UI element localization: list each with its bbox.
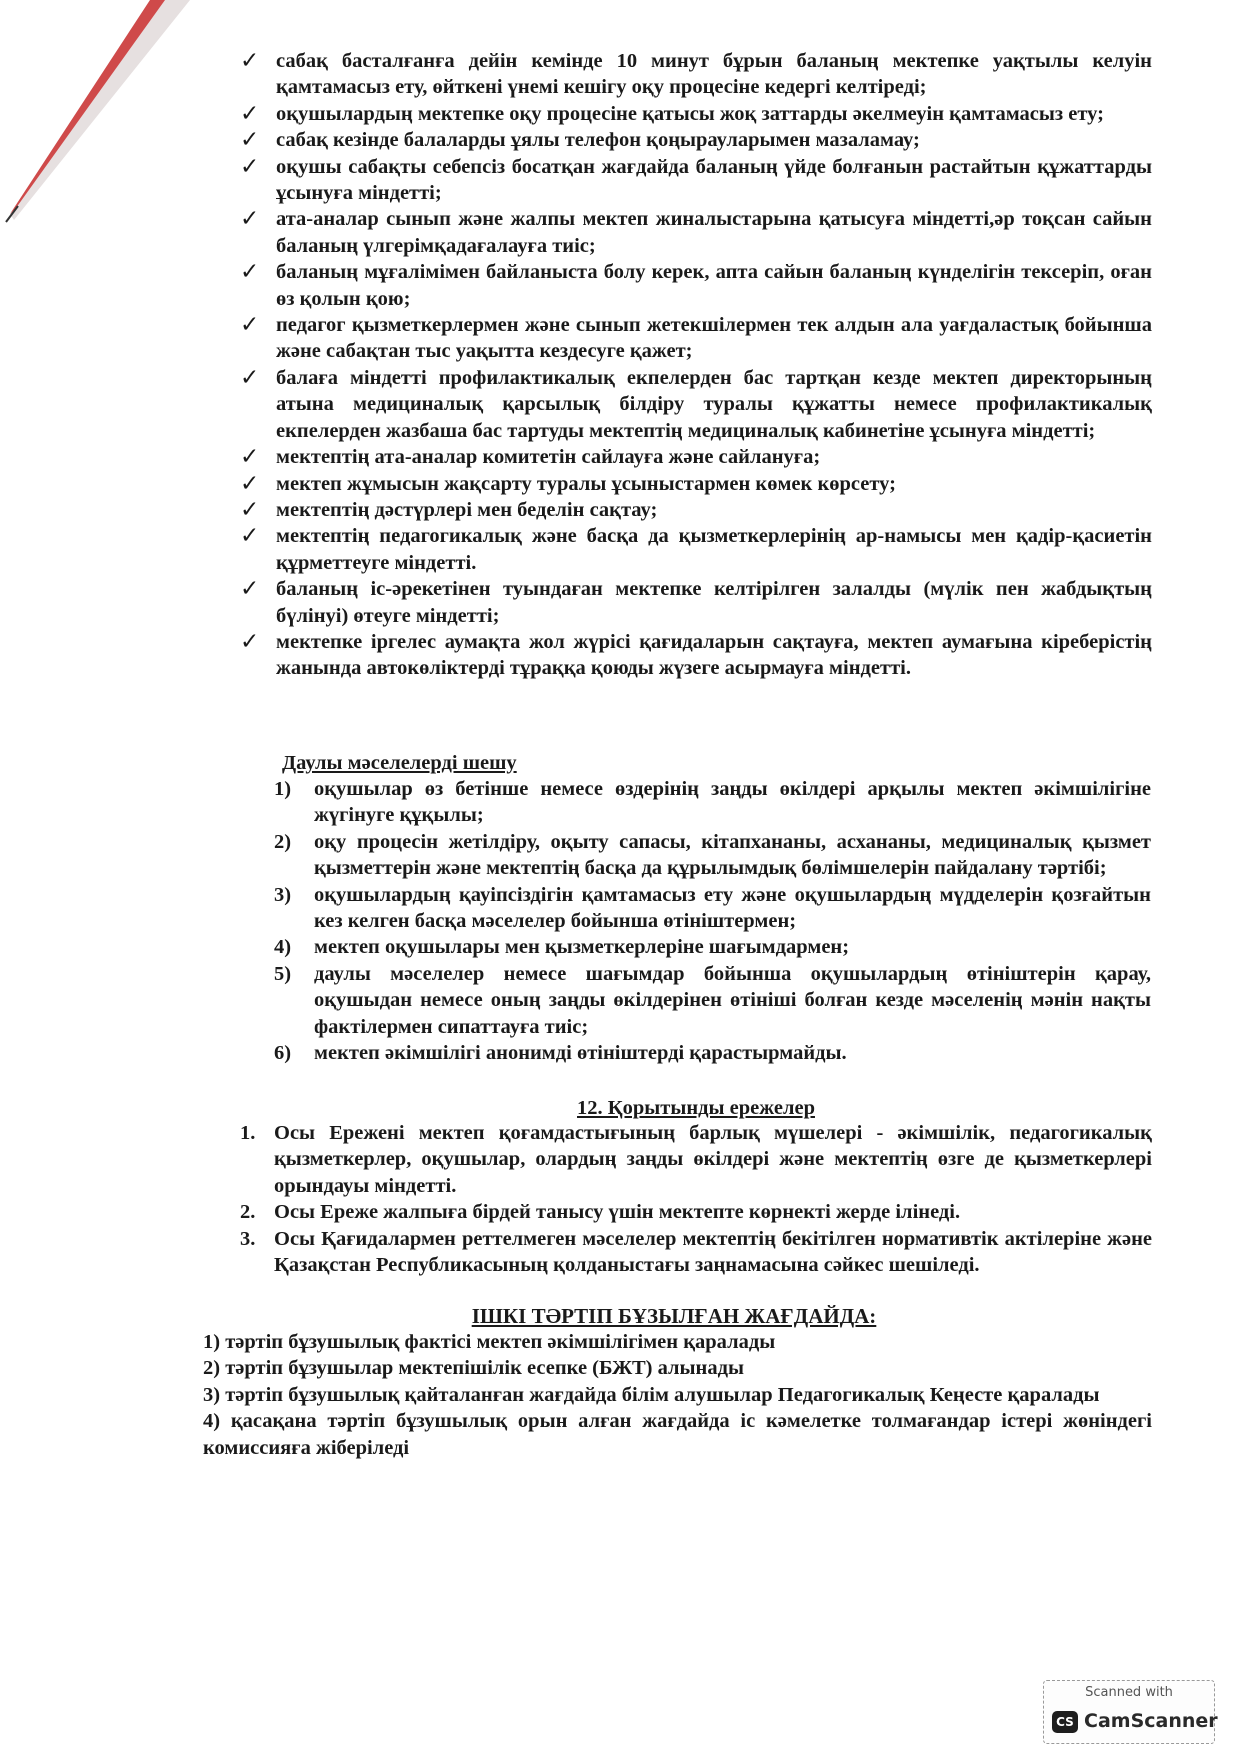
- checklist-item: [240, 127, 1152, 153]
- disputes-item-text: мектеп оқушылары мен қызметкерлеріне шағымдармен;: [314, 936, 850, 959]
- checklist-item-text: балаға міндетті профилактикалық екпелерден бас тартқан кезде мектеп директорының атына медициналық қарсылық білдіру туралы құжатты немесе профилактикалық екпелерден жазбаша бас тартуды мектептің медициналық кабинетіне ұсынуға міндетті;: [276, 366, 1152, 442]
- checkmark-icon: ✓: [240, 206, 260, 233]
- checkmark-icon: ✓: [240, 364, 260, 391]
- checklist-item: [240, 365, 1152, 444]
- checkmark-icon: ✓: [240, 576, 260, 603]
- item-number: 6): [274, 1042, 292, 1065]
- disputes-item-text: оқушылардың қауіпсіздігін қамтамасыз ету және оқушылардың мүдделерін қозғайтын кез келген басқа мәселелер бойынша өтініштермен;: [314, 883, 1151, 933]
- violations-heading: ІШКІ ТӘРТІП БҰЗЫЛҒАН ЖАҒДАЙДА:: [471, 1304, 877, 1328]
- item-number: 3): [274, 883, 292, 906]
- checklist-item: [240, 471, 1152, 497]
- final-rule-text: Осы Ереже жалпыға бірдей танысу үшін мектепте көрнекті жерде ілінеді.: [274, 1201, 961, 1224]
- disputes-item-text: оқушылар өз бетінше немесе өздерінің заңды өкілдері арқылы мектеп әкімшілігіне жүгінуге құқылы;: [314, 778, 1151, 827]
- checkmark-icon: ✓: [240, 496, 260, 523]
- camscanner-badge: [1043, 1680, 1218, 1744]
- checklist-item: [240, 154, 1152, 207]
- item-number: 3.: [240, 1227, 256, 1250]
- checkmark-icon: ✓: [240, 100, 260, 127]
- violation-item: 1) тәртіп бұзушылық фактісі мектеп әкімшілігімен қаралады: [203, 1331, 776, 1353]
- checkmark-icon: ✓: [240, 523, 260, 550]
- checklist-item: [240, 48, 1152, 101]
- final-rules-list: [240, 1120, 1152, 1278]
- parent-obligations-list: [240, 48, 1152, 682]
- disputes-item: [274, 829, 1151, 882]
- violation-item: 4) қасақана тәртіп бұзушылық орын алған жағдайда іс кәмелетке толмағандар істері жөніндегі комиссияға жіберіледі: [203, 1410, 1152, 1459]
- checklist-item-text: баланың мұғалімімен байланыста болу керек, апта сайын баланың күнделігін тексеріп, оған өз қолын қою;: [276, 261, 1152, 310]
- final-rule-text: Осы Қағидалармен реттелмеген мәселелер мектептің бекітілген нормативтік актілеріне және Қазақстан Республикасының қолданыстағы заңнамасына сәйкес шешіледі.: [274, 1227, 1152, 1277]
- item-number: 1.: [240, 1122, 256, 1144]
- checklist-item-text: мектепке іргелес аумақта жол жүрісі қағидаларын сақтауға, мектеп аумағына кіреберістің жанында автокөліктерді тұраққа қоюды жүзеге асырмауға міндетті.: [276, 630, 1152, 680]
- checklist-item: [240, 576, 1152, 629]
- checklist-item: [240, 444, 1152, 470]
- camscanner-brand: CamScanner: [1084, 1710, 1218, 1732]
- checklist-item-text: мектептің дәстүрлері мен беделін сақтау;: [276, 498, 658, 521]
- scanned-with-label: Scanned with: [1085, 1685, 1173, 1700]
- item-number: 2): [274, 830, 292, 853]
- final-rule-item: [240, 1199, 1152, 1225]
- checklist-item-text: ата-аналар сынып және жалпы мектеп жиналыстарына қатысуға міндетті,әр тоқсан сайын баланың үлгерімқадағалауға тиіс;: [276, 208, 1152, 257]
- checklist-item-text: сабақ басталғанға дейін кемінде 10 минут бұрын баланың мектепке уақтылы келуін қамтамасыз ету, өйткені үнемі кешігу оқу процесіне кедергі келтіреді;: [276, 50, 1152, 99]
- final-rule-item: [240, 1120, 1152, 1199]
- violation-item: 3) тәртіп бұзушылық қайталанған жағдайда білім алушылар Педагогикалық Кеңесте қаралады: [203, 1383, 1100, 1406]
- checkmark-icon: ✓: [240, 153, 260, 180]
- checklist-item-text: оқушылардың мектепке оқу процесіне қатысы жоқ заттарды әкелмеуін қамтамасыз ету;: [276, 102, 1104, 125]
- disputes-item: [274, 961, 1151, 1040]
- page-corner-mark: [0, 0, 190, 240]
- item-number: 1): [274, 778, 292, 800]
- checkmark-icon: ✓: [240, 470, 260, 497]
- checkmark-icon: ✓: [240, 444, 260, 471]
- checklist-item-text: педагог қызметкерлермен және сынып жетекшілермен тек алдын ала уағдаластық бойынша және сабақтан тыс уақытта кездесуге қажет;: [276, 314, 1152, 363]
- disputes-list: [274, 776, 1151, 1066]
- checklist-item: [240, 101, 1152, 127]
- checkmark-icon: ✓: [240, 628, 260, 655]
- checklist-item-text: мектептің педагогикалық және басқа да қызметкерлерінің ар-намысы мен қадір-қасиетін құрметтеуге міндетті.: [276, 525, 1152, 574]
- final-rules-heading: 12. Қорытынды ережелер: [577, 1097, 815, 1119]
- checklist-item: [240, 497, 1152, 523]
- checklist-item-text: сабақ кезінде балаларды ұялы телефон қоңырауларымен мазаламау;: [276, 129, 920, 152]
- camscanner-logo-icon: CS: [1052, 1711, 1078, 1733]
- item-number: 2.: [240, 1201, 256, 1224]
- final-rule-text: Осы Ережені мектеп қоғамдастығының барлық мүшелері - әкімшілік, педагогикалық қызметкерлер, оқушылар, олардың заңды өкілдері және мектептің өзге де қызметкерлері орындауы міндетті.: [274, 1122, 1152, 1197]
- disputes-item: [274, 1040, 1151, 1066]
- checklist-item: [240, 312, 1152, 365]
- item-number: 5): [274, 962, 292, 985]
- checkmark-icon: ✓: [240, 259, 260, 286]
- checklist-item: [240, 523, 1152, 576]
- checklist-item-text: мектеп жұмысын жақсарту туралы ұсыныстармен көмек көрсету;: [276, 472, 896, 495]
- disputes-item-text: даулы мәселелер немесе шағымдар бойынша оқушылардың өтініштерін қарау, оқушыдан немесе оның заңды өкілдерінен өтініші болған кезде мәселенің мәнін нақты фактілермен сипаттауға тиіс;: [314, 962, 1151, 1038]
- disputes-item-text: мектеп әкімшілігі анонимді өтініштерді қарастырмайды.: [314, 1042, 847, 1065]
- checklist-item: [240, 629, 1152, 682]
- disputes-item: [274, 882, 1151, 935]
- checklist-item-text: оқушы сабақты себепсіз босатқан жағдайда баланың үйде болғанын растайтын құжаттарды ұсынуға міндетті;: [276, 155, 1152, 205]
- checkmark-icon: ✓: [240, 127, 260, 154]
- disputes-item-text: оқу процесін жетілдіру, оқыту сапасы, кітапхананы, асхананы, медициналық қызмет қызметтерін және мектептің басқа да құрылымдық бөлімшелерін пайдалану тәртібі;: [314, 830, 1151, 880]
- checklist-item: [240, 206, 1152, 259]
- item-number: 4): [274, 936, 292, 959]
- disputes-item: [274, 934, 1151, 960]
- disputes-heading: Даулы мәселелерді шешу: [282, 752, 517, 774]
- final-rule-item: [240, 1226, 1152, 1279]
- violation-item: 2) тәртіп бұзушылар мектепішілік есепке (БЖТ) алынады: [203, 1357, 744, 1380]
- checklist-item-text: баланың іс-әрекетінен туындаған мектепке келтірілген залалды (мүлік пен жабдықтың бүлінуі) өтеуге міндетті;: [276, 578, 1152, 627]
- violations-list: [203, 1329, 1152, 1461]
- checklist-item-text: мектептің ата-аналар комитетін сайлауға және сайлануға;: [276, 446, 821, 469]
- disputes-item: [274, 776, 1151, 829]
- checkmark-icon: ✓: [240, 48, 260, 74]
- checkmark-icon: ✓: [240, 312, 260, 339]
- checklist-item: [240, 259, 1152, 312]
